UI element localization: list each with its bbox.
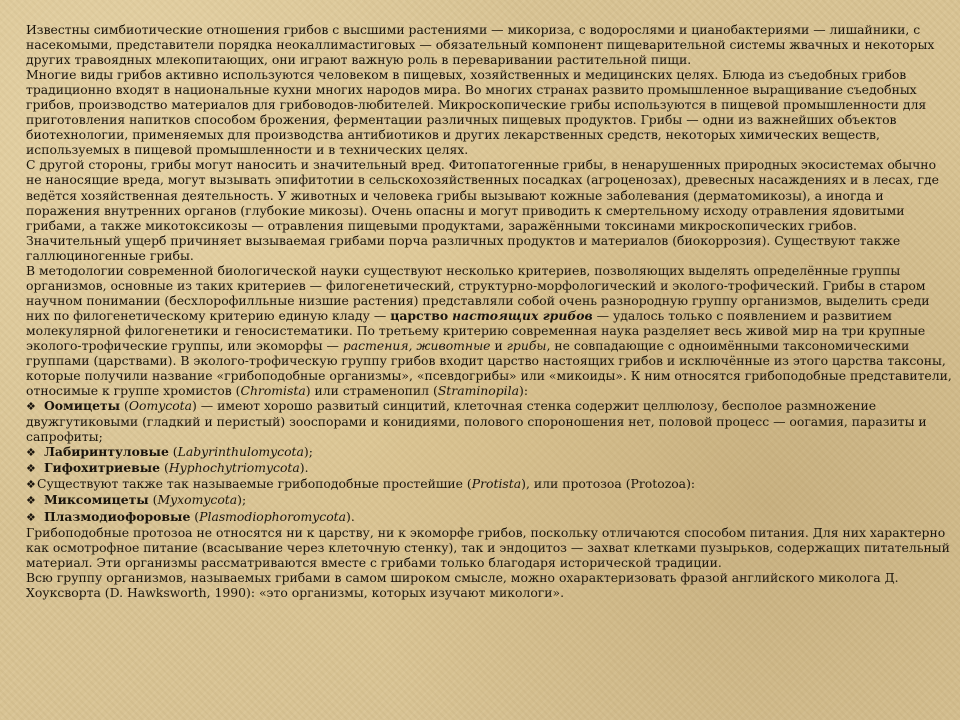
diamond-bullet-icon: ❖: [26, 478, 36, 492]
text-run: В методологии современной биологической науки существуют несколько критериев, позволяющих выделять определённые группы организмов, основные из таких критериев — филогенетический, структурно-морфологический и эколого-трофический. Грибы в старом научном понимании (бесхлорофилльные низшие растения) представляли собой очень разнородную группу организмов, выделить среди них по филогенетическому критерию единую кладу —: [26, 262, 930, 323]
term-fungi: грибы: [506, 337, 547, 353]
term-true-fungi: настоящих грибов: [452, 307, 593, 323]
term-ecomorphs: растения, животные: [342, 337, 491, 353]
slide-text: [26, 22, 952, 716]
diamond-bullet-icon: ❖: [26, 400, 36, 414]
bullet-protists: ❖Существуют также так называемые грибоподобные простейшие (Protista), или протозоа (Protozoa):: [26, 476, 696, 492]
paragraph-symbiosis: Известны симбиотические отношения грибов с высшими растениями — микориза, с водорослями и цианобактериями — лишайники, с насекомыми, представители порядка неокаллимастиговых — обязательный компонент пищеварительной системы жвачных и некоторых других травоядных млекопитающих, они играют важную роль в переваривании растительной пищи.: [26, 22, 935, 68]
paragraph-methodology: В методологии современной биологической науки существуют несколько критериев, позволяющих выделять определённые группы организмов, основные из таких критериев — филогенетический, структурно-морфологический и эколого-трофический. Грибы в старом научном понимании (бесхлорофилльные низшие растения) представляли собой очень разнородную группу организмов, выделить среди них по филогенетическому критерию единую кладу — царство настоящих грибов — удалось только с появлением и развитием молекулярной филогенетики и геносистематики. По третьему критерию современная наука разделяет весь живой мир на три крупные эколого-трофические группы, или экоморфы — растения, животные и грибы, не совпадающие с одноимёнными таксономическими группами (царствами). В эколого-трофическую группу грибов входит царство настоящих грибов и исключённые из этого царства таксоны, которые получили название «грибоподобные организмы», «псевдогрибы» или «микоиды». К ним относятся грибоподобные представители, относимые к группе хромистов (Chromista) или страменопил (Straminopila):: [26, 262, 952, 399]
term-chromista: Chromista: [240, 383, 306, 399]
bullet-hyphochytrids: ❖ Гифохитриевые (Hyphochytriomycota).: [26, 460, 309, 476]
bullet-labyrinthulids: ❖ Лабиринтуловые (Labyrinthulomycota);: [26, 444, 313, 460]
diamond-bullet-icon: ❖: [26, 494, 36, 508]
bullet-oomycetes: ❖ Оомицеты (Oomycota) — имеют хорошо развитый синцитий, клеточная стенка содержит целлюлозу, бесполое размножение двужгутиковыми (гладкий и перистый) зооспорами и конидиями, полового спороношения нет, половой процесс — оогамия, паразиты и сапрофиты;: [26, 398, 927, 445]
bullet-plasmodiophorids: ❖ Плазмодиофоровые (Plasmodiophoromycota).: [26, 508, 355, 524]
diamond-bullet-icon: ❖: [26, 446, 36, 460]
paragraph-protozoa: Грибоподобные протозоа не относятся ни к царству, ни к экоморфе грибов, поскольку отличаются способом питания. Для них характерно как осмотрофное питание (всасывание через клеточную стенку), так и эндоцитоз — захват клетками пузырьков, содержащих питательный материал. Эти организмы рассматриваются вместе с грибами только благодаря исторической традиции.: [26, 524, 950, 570]
paragraph-harm: С другой стороны, грибы могут наносить и значительный вред. Фитопатогенные грибы, в ненарушенных природных экосистемах обычно не наносящие вреда, могут вызывать эпифитотии в сельскохозяйственных посадках (агроценозах), древесных насаждениях и в лесах, где ведётся хозяйственная деятельность. У животных и человека грибы вызывают кожные заболевания (дерматомикозы), а иногда и поражения внутренних органов (глубокие микозы). Очень опасны и могут приводить к смертельному исходу отравления ядовитыми грибами, а также микотоксикозы — отравления пищевыми продуктами, заражёнными токсинами микроскопических грибов. Значительный ущерб причиняет вызываемая грибами порча различных продуктов и материалов (биокоррозия). Существуют также галлюциногенные грибы.: [26, 157, 939, 263]
text-run: — удалось только с появлением и развитием молекулярной филогенетики и геносистематики. По третьему критерию современная наука разделяет весь живой мир на три крупные эколого-трофические группы, или экоморфы —: [26, 307, 926, 353]
bullet-myxomycetes: ❖ Миксомицеты (Myxomycota);: [26, 492, 247, 508]
term-straminopila: Straminopila: [437, 383, 519, 399]
text-run: , не совпадающие с одноимёнными таксономическими группами (царствами). В эколого-трофическую группу грибов входит царство настоящих грибов и исключённые из этого царства таксоны, которые получили название «грибоподобные организмы», «псевдогрибы» или «микоиды». К ним относятся грибоподобные представители, относимые к группе хромистов (: [26, 337, 952, 399]
term-kingdom: царство: [390, 307, 449, 323]
paragraph-hawksworth: Всю группу организмов, называемых грибами в самом широком смысле, можно охарактеризовать фразой английского миколога Д. Хоуксворта (D. Hawksworth, 1990): «это организмы, которых изучают микологи».: [26, 569, 899, 600]
diamond-bullet-icon: ❖: [26, 462, 36, 476]
paragraph-human-use: Многие виды грибов активно используются человеком в пищевых, хозяйственных и медицинских целях. Блюда из съедобных грибов традиционно входят в национальные кухни многих народов мира. Во многих странах развито промышленное выращивание съедобных грибов, производство материалов для грибоводов-любителей. Микроскопические грибы используются в пищевой промышленности для приготовления напитков способом брожения, ферментации различных пищевых продуктов. Грибы — одни из важнейших объектов биотехнологии, применяемых для производства антибиотиков и других лекарственных средств, некоторых химических веществ, используемых в пищевой промышленности и в технических целях.: [26, 67, 927, 158]
diamond-bullet-icon: ❖: [26, 510, 36, 524]
